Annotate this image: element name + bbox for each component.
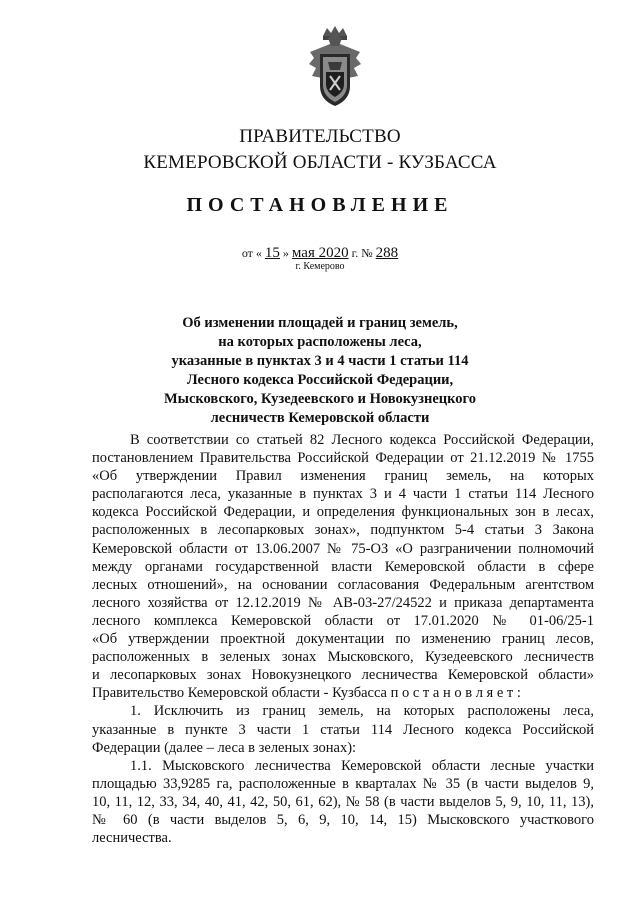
body-line: расположенных в зеленых зонах Мысковского, Кузедеевского лесничеств (92, 649, 594, 666)
body-line: 1.1. Мысковского лесничества Кемеровской области лесные участки (130, 757, 594, 774)
body-line: указанные в пункте 3 части 1 статьи 114 Лесного кодекса Российской (92, 721, 594, 738)
body-line: между органами государственной власти Кемеровской области в сфере (92, 558, 594, 575)
title-line: Об изменении площадей и границ земель, (182, 315, 458, 331)
body-line: кодекса Российской Федерации, и определения функциональных зон в лесах, (92, 504, 594, 521)
title-line: указанные в пунктах 3 и 4 части 1 статьи 114 (171, 353, 469, 369)
body-line: Правительство Кемеровской области - Кузбасса п о с т а н о в л я е т : (92, 685, 521, 702)
body-line: Кемеровской области от 13.06.2007 № 75-ОЗ «О разграничении полномочий (92, 540, 594, 557)
date-day: 15 (264, 245, 280, 261)
city-label: г. Кемерово (295, 261, 345, 272)
body-line: лесничества. (92, 830, 172, 847)
body-line: 1. Исключить из границ земель, на которых расположены леса, (130, 703, 594, 720)
body-line: № 60 (в части выделов 5, 6, 9, 10, 14, 15) Мысковского участкового (92, 811, 594, 828)
title-line: Мысковского, Кузедеевского и Новокузнецкого (163, 391, 477, 407)
body-line: 10, 11, 12, 33, 34, 40, 41, 42, 50, 61, 62), № 58 (в части выделов 5, 9, 10, 11, 13), (92, 793, 594, 810)
body-line: площадью 33,9285 га, расположенные в кварталах № 35 (в части выделов 9, (92, 775, 594, 792)
date-prefix: от « (241, 246, 262, 260)
body-line: и лесопарковых зонах Новокузнецкого лесничества Кемеровской области» (92, 667, 594, 684)
title-line: на которых расположены леса, (218, 334, 422, 350)
date-year-suffix: г. (351, 246, 359, 260)
body-line: лесного комплекса Кемеровской области от 17.01.2020 № 01-06/25-1 (92, 612, 594, 629)
government-name-line2: КЕМЕРОВСКОЙ ОБЛАСТИ - КУЗБАССА (143, 152, 497, 173)
title-line: Лесного кодекса Российской Федерации, (186, 372, 454, 388)
coat-of-arms-icon (306, 24, 364, 108)
doc-number: 288 (375, 245, 399, 261)
document-type-heading: ПОСТАНОВЛЕНИЕ (186, 194, 454, 216)
body-line: располагаются леса, указанные в пунктах 3 и 4 части 1 статьи 114 Лесного (92, 486, 594, 503)
date-number-line (0, 245, 640, 262)
body-line: лесного хозяйства от 12.12.2019 № АВ-03-27/24522 и приказа департамента (92, 594, 594, 611)
title-line: лесничеств Кемеровской области (210, 410, 430, 426)
body-line: Федерации (далее – леса в зеленых зонах): (92, 739, 357, 756)
document-body (92, 431, 594, 847)
body-line: «Об утверждении Правил изменения границ земель, на которых (92, 468, 594, 485)
date-quote-close: » (282, 246, 289, 260)
body-line: «Об утверждении проектной документации по изменению границ лесов, (92, 631, 594, 648)
government-name-line1: ПРАВИТЕЛЬСТВО (239, 126, 401, 147)
body-line: лесных отношений», на основании согласования Федеральным агентством (92, 576, 594, 593)
date-month-year: мая 2020 (291, 245, 349, 261)
body-line: расположенных в лесопарковых зонах», подпунктом 5-4 статьи 3 Закона (92, 522, 594, 539)
doc-number-prefix: № (361, 246, 373, 260)
document-title (80, 314, 560, 428)
body-line: В соответствии со статьей 82 Лесного кодекса Российской Федерации, (130, 432, 594, 448)
body-line: постановлением Правительства Российской Федерации от 21.12.2019 № 1755 (92, 450, 594, 467)
